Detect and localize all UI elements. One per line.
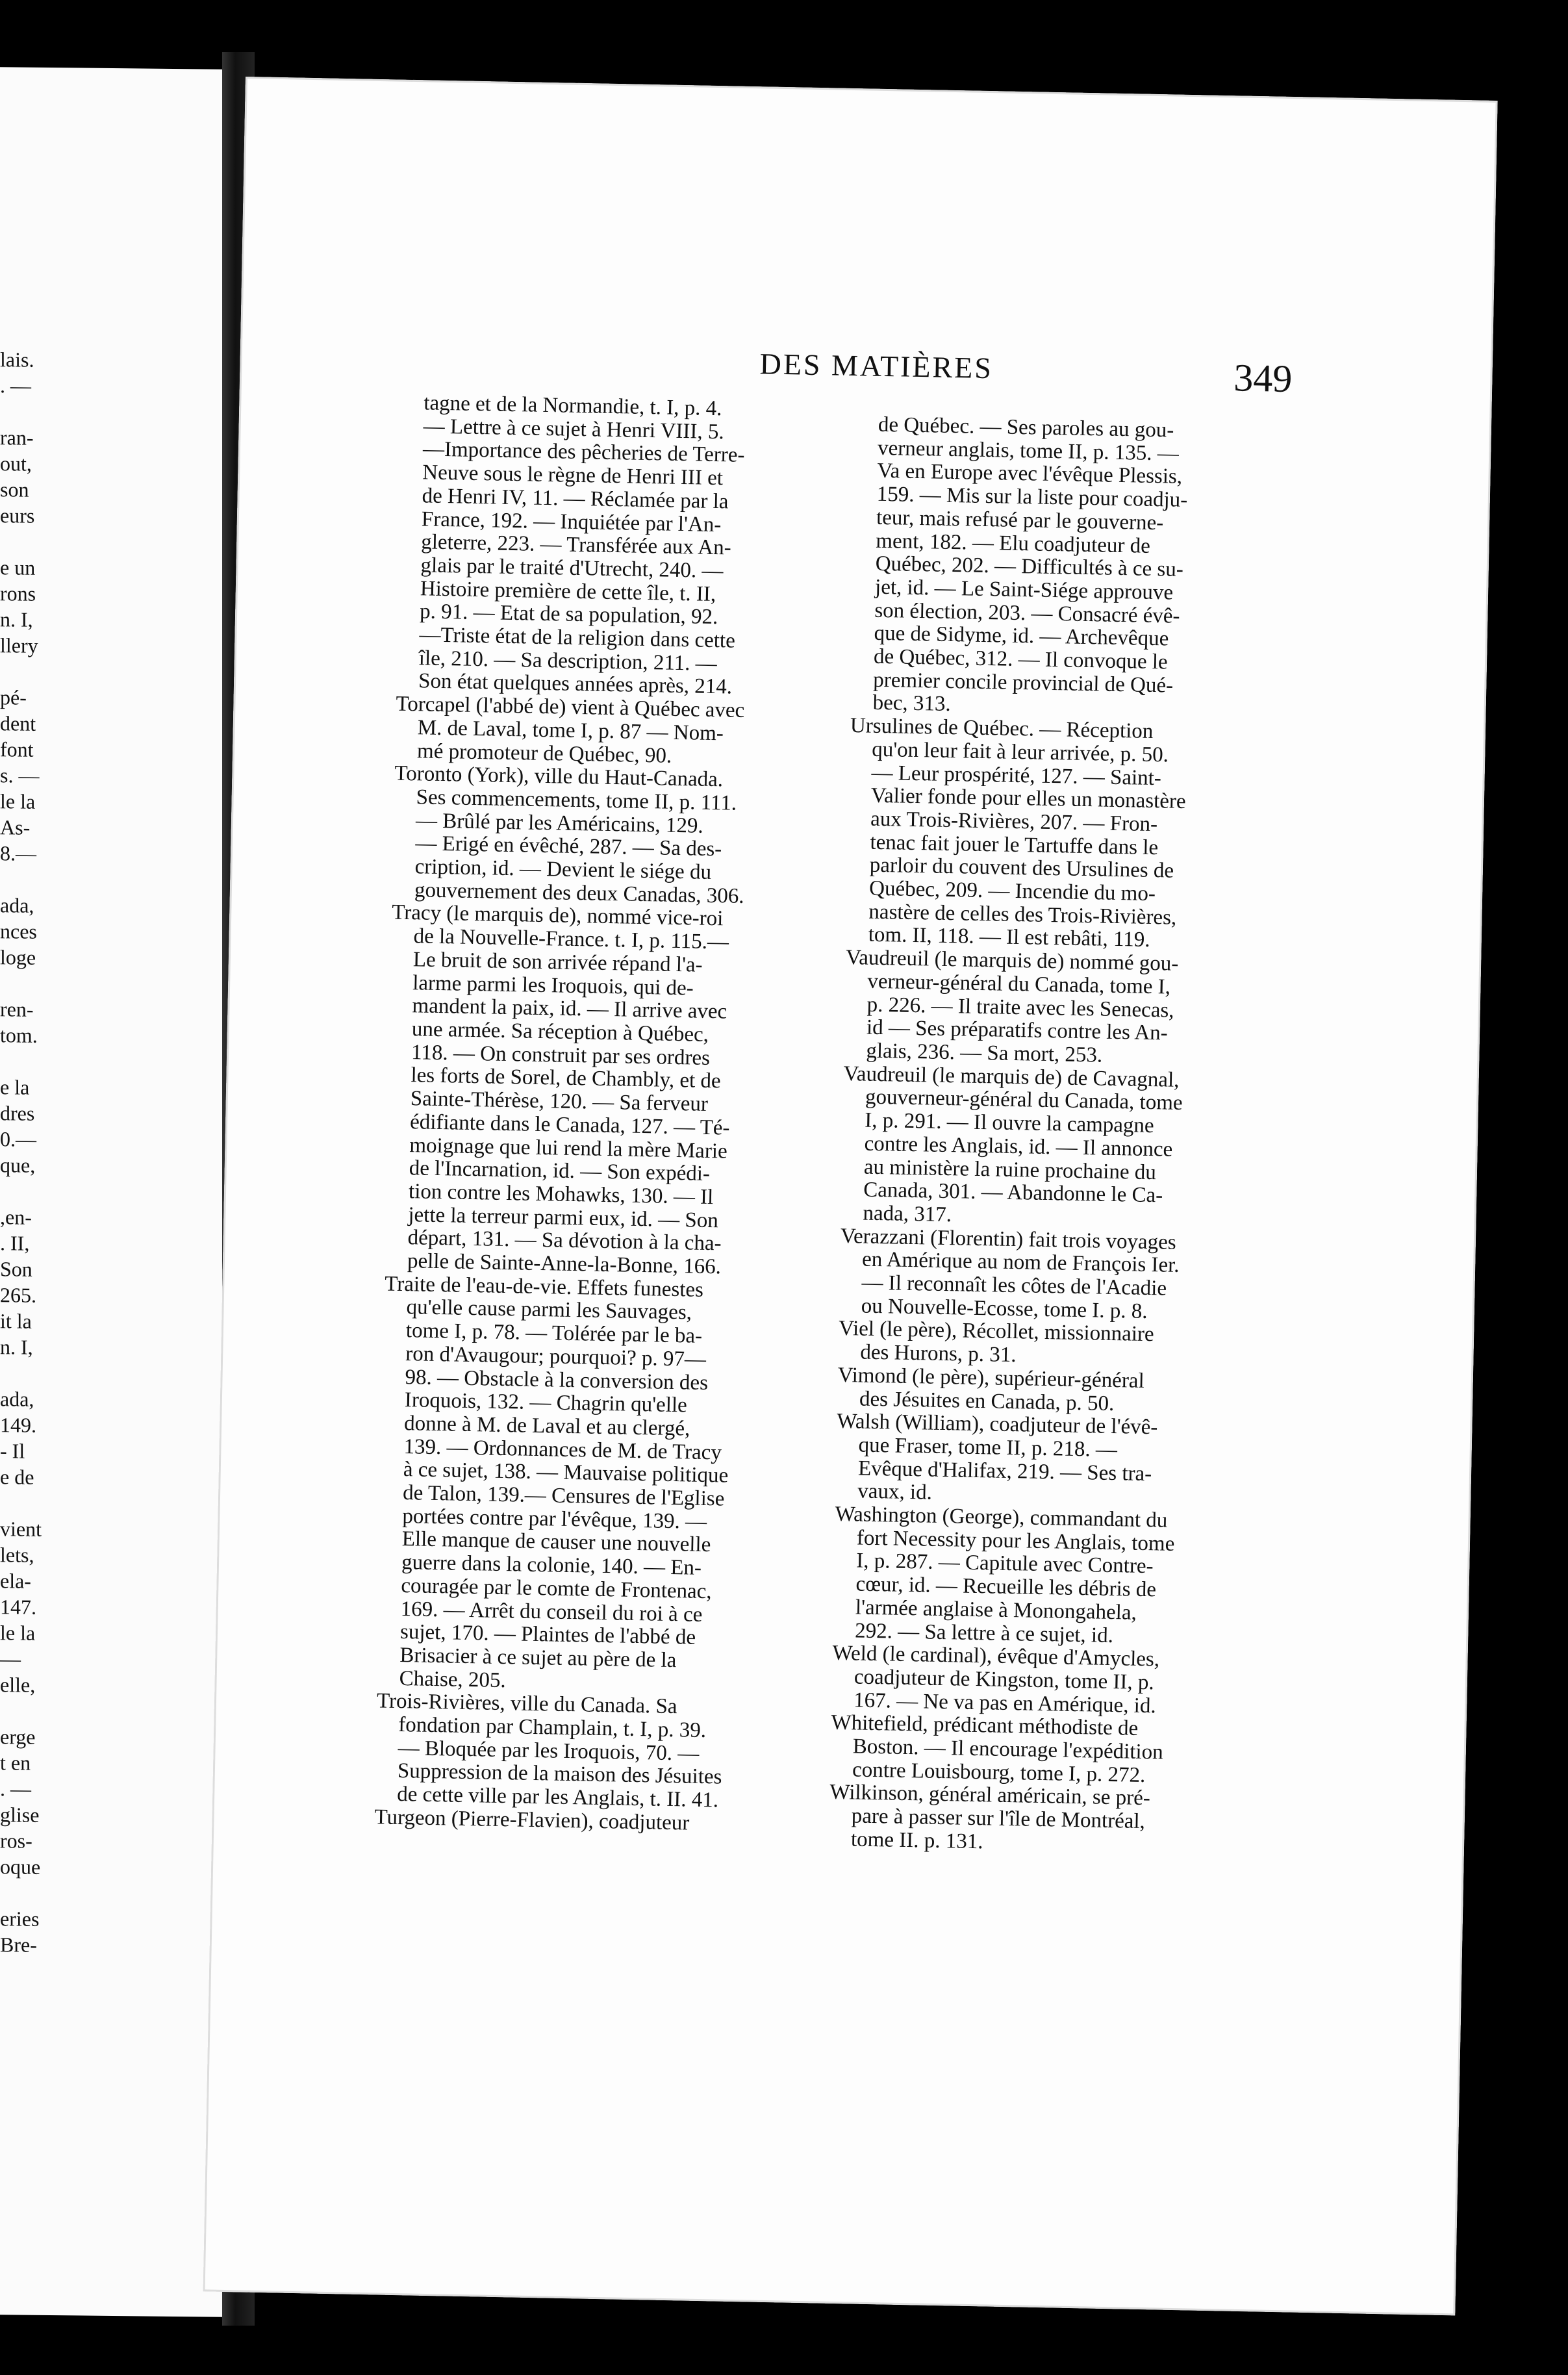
index-line: mandent la paix, id. — Il arrive avec [412,994,727,1024]
index-line: — Leur prospérité, 127. — Saint- [871,761,1162,790]
index-line: gouvernement des deux Canadas, 306. [414,878,744,908]
index-line: à ce sujet, 138. — Mauvaise politique [403,1458,729,1488]
index-line: cription, id. — Devient le siége du [414,855,712,885]
index-entry [396,392,815,701]
index-line: Québec, 202. — Difficultés à ce su- [875,552,1184,582]
index-line: I, p. 287. — Capitule avec Contre- [855,1549,1154,1579]
facing-page-line: rons [0,581,36,605]
index-line: Boston. — Il encourage l'expédition [852,1734,1164,1764]
index-entry [846,715,1263,954]
index-line: en Amérique au nom de François Ier. [861,1247,1180,1278]
facing-page-line: ,en- [0,1205,32,1229]
index-line: couragée par le comte de Frontenac, [401,1573,712,1604]
index-line: bec, 313. [872,691,952,717]
index-line: — Brûlé par les Américains, 129. [415,808,703,838]
facing-page-line: dres [0,1101,35,1125]
index-line: Québec, 209. — Incendie du mo- [868,876,1156,906]
index-entry [833,1503,1248,1650]
index-line: édifiante dans le Canada, 127. — Té- [409,1110,730,1140]
facing-page-line: vient [0,1517,42,1541]
index-line: sujet, 170. — Plaintes de l'abbé de [399,1620,696,1650]
facing-page-line: ros- [0,1829,32,1853]
index-line: Viel (le père), Récollet, missionnaire [838,1317,1154,1347]
index-line: Sainte-Thérèse, 120. — Sa ferveur [410,1087,709,1117]
index-line: que Fraser, tome II, p. 218. — [858,1433,1118,1462]
facing-page-line: ada, [0,1387,34,1411]
index-line: tagne et de la Normandie, t. I, p. 4. [424,391,722,421]
index-line: p. 226. — Il traite avec les Senecas, [866,993,1174,1022]
index-line: Verazzani (Florentin) fait trois voyages [840,1224,1176,1254]
index-line: île, 210. — Sa description, 211. — [418,646,718,676]
facing-page-line: . — [0,374,31,398]
index-line: id — Ses préparatifs contre les An- [866,1015,1169,1045]
facing-page-line: out, [0,451,32,476]
facing-page-line: 265. [0,1283,36,1307]
index-line: contre Louisbourg, tome I, p. 272. [852,1758,1146,1787]
index-line: tome II. p. 131. [850,1827,983,1854]
facing-page-line: . II, [0,1231,30,1255]
facing-page-line: loge [0,945,36,969]
index-line: vaux, id. [857,1479,933,1505]
index-line: donne à M. de Laval et au clergé, [403,1412,690,1441]
index-line: ou Nouvelle-Ecosse, tome I. p. 8. [861,1294,1148,1323]
index-line: 98. — Obstacle à la conversion des [405,1365,709,1395]
index-line: M. de Laval, tome I, p. 87 — Nom- [417,716,724,746]
index-line: — Bloquée par les Iroquois, 70. — [398,1736,700,1766]
index-line: de cette ville par les Anglais, t. II. 41. [396,1783,719,1812]
facing-page-line: eurs [0,503,35,527]
facing-page-line [0,1048,97,1075]
facing-page-line: le la [0,1621,36,1645]
facing-page-line: e de [0,1465,34,1489]
index-page [203,77,1498,2315]
index-line: de la Nouvelle-France. t. I, p. 115.— [413,924,729,954]
facing-page-line [0,1178,97,1205]
index-line: coadjuteur de Kingston, tome II, p. [854,1665,1155,1695]
index-line: Trois-Rivières, ville du Canada. Sa [376,1689,677,1719]
index-entry [839,1225,1254,1326]
index-line: Torcapel (l'abbé de) vient à Québec avec [396,692,745,723]
facing-page-line: e la [0,1075,30,1099]
index-line: tome I, p. 78. — Tolérée par le ba- [405,1319,703,1348]
index-line: Ses commencements, tome II, p. 111. [416,785,737,815]
facing-page-line: Bre- [0,1933,37,1957]
index-entry [395,693,809,770]
facing-page-line: font [0,737,34,761]
facing-page-line: tom. [0,1023,38,1047]
facing-page-line [0,866,97,893]
index-line: mé promoteur de Québec, 90. [416,739,672,768]
index-line: Evêque d'Halifax, 219. — Ses tra- [857,1456,1152,1486]
index-line: verneur-général du Canada, tome I, [867,969,1171,999]
index-line: Suppression de la maison des Jésuites [397,1759,722,1790]
index-line: Va en Europe avec l'évêque Plessis, [877,459,1183,489]
index-line: de l'Incarnation, id. — Son expédi- [409,1156,711,1186]
facing-page-line: que, [0,1153,36,1177]
facing-page-line: ran- [0,425,34,450]
index-line: Washington (George), commandant du [835,1502,1168,1532]
facing-page-line: nces [0,919,37,943]
facing-page-line: 8.— [0,841,36,865]
index-line: tion contre les Mohawks, 130. — Il [408,1180,714,1210]
index-line: —Importance des pêcheries de Terre- [422,437,745,468]
facing-page-line: Son [0,1257,32,1281]
index-entry [829,1781,1243,1859]
index-line: Chaise, 205. [399,1666,507,1692]
facing-page-fragment [0,67,222,2317]
index-line: premier concile provincial de Qué- [873,668,1174,698]
facing-page-line: 0.— [0,1127,36,1151]
index-column-right [829,413,1269,1859]
index-line: moignage que lui rend la mère Marie [409,1133,728,1163]
index-entry [375,1690,790,1814]
index-line: Turgeon (Pierre-Flavien), coadjuteur [374,1805,690,1835]
index-line: verneur anglais, tome II, p. 135. — [877,436,1180,466]
index-entry [392,763,808,909]
index-line: des Hurons, p. 31. [860,1340,1017,1367]
facing-page-line [0,1697,97,1725]
index-line: larme parmi les Iroquois, qui de- [412,971,694,1000]
index-line: jette la terreur parmi eux, id. — Son [408,1202,719,1232]
index-line: Iroquois, 132. — Chagrin qu'elle [404,1388,688,1417]
index-entry [837,1364,1251,1419]
facing-page-text-edge [0,346,97,1959]
index-line: des Jésuites en Canada, p. 50. [859,1387,1115,1416]
facing-page-line: elle, [0,1673,36,1697]
facing-page-line: ren- [0,997,34,1021]
index-line: Vaudreuil (le marquis de) nommé gou- [845,946,1179,976]
index-line: 169. — Arrêt du conseil du roi à ce [400,1597,703,1627]
index-line: Histoire première de cette île, t. II, [420,576,716,606]
index-line: Son état quelques années après, 214. [418,669,733,699]
facing-page-line: dent [0,711,36,735]
index-line: une armée. Sa réception à Québec, [411,1017,709,1047]
facing-page-line: le la [0,789,36,813]
index-entry [377,1273,798,1698]
index-line: parloir du couvent des Ursulines de [869,854,1174,883]
facing-page-line [0,528,97,555]
index-line: Valier fonde pour elles un monastère [870,783,1186,814]
index-line: 159. — Mis sur la liste pour coadju- [876,482,1188,513]
index-line: Ursulines de Québec. — Réception [850,714,1154,744]
index-column-left [374,392,815,1837]
index-line: guerre dans la colonie, 140. — En- [401,1551,702,1581]
index-line: nada, 317. [863,1201,952,1227]
index-line: teur, mais refusé par le gouverne- [876,505,1164,535]
index-line: Vimond (le père), supérieur-général [837,1363,1145,1393]
facing-page-line: lets, [0,1543,34,1567]
facing-page-line: eries [0,1907,40,1931]
facing-page-line [0,970,97,997]
index-entry [835,1410,1250,1511]
index-line: de Québec, 312. — Il convoque le [873,644,1168,674]
index-line: Neuve sous le règne de Henri III et [422,461,724,490]
index-entry [841,1063,1257,1233]
index-line: gouverneur-général du Canada, tome [865,1085,1183,1115]
index-line: fondation par Champlain, t. I, p. 39. [398,1713,707,1743]
index-line: ment, 182. — Elu coadjuteur de [876,529,1151,558]
facing-page-line: lais. [0,348,34,372]
facing-page-line: — [0,1647,21,1671]
index-line: son élection, 203. — Consacré évê- [874,598,1180,628]
index-line: Brisacier à ce sujet au père de la [399,1643,677,1673]
index-entry [831,1642,1246,1720]
index-line: au ministère la ruine prochaine du [863,1155,1157,1184]
index-line: gleterre, 223. — Transférée aux An- [420,530,732,560]
facing-page-line: son [0,477,29,502]
index-line: Canada, 301. — Abandonne le Ca- [863,1178,1163,1208]
index-line: — Erigé en évêché, 287. — Sa des- [415,832,722,861]
facing-page-line: pé- [0,685,27,709]
index-entry [844,946,1259,1071]
index-line: les forts de Sorel, de Chambly, et de [411,1063,721,1093]
index-line: glais par le traité d'Utrecht, 240. — [420,553,724,583]
index-line: glais, 236. — Sa mort, 253. [866,1039,1103,1067]
index-line: nastère de celles des Trois-Rivières, [868,900,1177,930]
index-line: —Triste état de la religion dans cette [419,623,736,653]
index-line: qu'elle cause parmi les Sauvages, [406,1295,692,1325]
facing-page-line: s. — [0,763,40,787]
page-number: 349 [1233,356,1293,401]
facing-page-line: ela- [0,1569,31,1593]
index-line: aux Trois-Rivières, 207. — Fron- [870,807,1158,837]
index-entry [385,902,805,1280]
index-line: Vaudreuil (le marquis de) de Cavagnal, [843,1061,1180,1092]
running-head: DES MATIÈRES [759,347,994,385]
facing-page-line [0,1490,97,1517]
index-line: Weld (le cardinal), évêque d'Amycles, [832,1642,1160,1671]
index-line: — Lettre à ce sujet à Henri VIII, 5. [423,414,725,444]
facing-page-line: As- [0,815,31,839]
index-line: Toronto (York), ville du Haut-Canada. [394,761,724,792]
index-line: jet, id. — Le Saint-Siége approuve [874,575,1174,605]
index-line: l'armée anglaise à Monongahela, [855,1595,1137,1625]
index-entry [838,1317,1252,1372]
facing-page-line [0,1879,97,1907]
facing-page-line: n. I, [0,1335,33,1359]
facing-page-line: llery [0,633,38,657]
index-line: p. 91. — Etat de sa population, 92. [419,600,718,629]
index-line: de Québec. — Ses paroles au gou- [878,413,1174,442]
facing-page-line [0,1360,97,1387]
facing-page-line: e un [0,555,36,579]
index-line: que de Sidyme, id. — Archevêque [874,622,1169,651]
facing-page-line: t en [0,1751,31,1775]
index-line: Traite de l'eau-de-vie. Effets funestes [385,1272,704,1302]
index-line: — Il reconnaît les côtes de l'Acadie [861,1271,1167,1301]
index-line: de Henri IV, 11. — Réclamée par la [422,484,729,514]
index-line: portées contre par l'évêque, 139. — [402,1504,707,1534]
facing-page-line: 147. [0,1595,36,1619]
index-line: tom. II, 118. — Il est rebâti, 119. [868,923,1150,952]
facing-page-line: it la [0,1309,32,1333]
index-line: I, p. 291. — Il ouvre la campagne [864,1108,1154,1138]
index-line: pelle de Sainte-Anne-la-Bonne, 166. [407,1249,722,1279]
index-line: Walsh (William), coadjuteur de l'évê- [837,1410,1158,1440]
index-line: Whitefield, prédicant méthodiste de [831,1711,1139,1741]
facing-page-line: oque [0,1855,41,1879]
index-line: France, 192. — Inquiétée par l'An- [421,507,722,537]
index-line: cœur, id. — Recueille les débris de [855,1572,1157,1602]
index-line: de Talon, 139.— Censures de l'Eglise [402,1481,725,1511]
index-line: Wilkinson, général américain, se pré- [829,1781,1151,1810]
index-entry [830,1712,1245,1789]
facing-page-line: n. I, [0,607,33,631]
facing-page-line [0,658,97,685]
index-line: ron d'Avaugour; pourquoi? p. 97— [405,1341,707,1371]
index-line: départ, 131. — Sa dévotion à la cha- [407,1226,722,1256]
index-line: Le bruit de son arrivée répand l'a- [412,948,703,977]
index-entry [850,413,1269,722]
index-line: 167. — Ne va pas en Amérique, id. [853,1688,1157,1718]
facing-page-line: ada, [0,893,34,917]
facing-page-line: . — [0,1777,31,1801]
index-line: Elle manque de causer une nouvelle [401,1527,711,1557]
index-line: tenac fait jouer le Tartuffe dans le [870,830,1159,859]
index-line: 139. — Ordonnances de M. de Tracy [403,1434,722,1465]
index-line: Tracy (le marquis de), nommé vice-roi [391,901,724,931]
index-line: pare à passer sur l'île de Montréal, [851,1804,1146,1834]
index-line: contre les Anglais, id. — Il annonce [864,1132,1173,1162]
facing-page-line: erge [0,1725,36,1749]
facing-page-line: glise [0,1803,40,1827]
facing-page-line: 149. [0,1413,36,1437]
index-line: 292. — Sa lettre à ce sujet, id. [854,1619,1114,1647]
index-line: qu'on leur fait à leur arrivée, p. 50. [871,737,1169,767]
facing-page-line: - Il [0,1439,25,1463]
facing-page-line [0,398,97,425]
index-line: fort Necessity pour les Anglais, tome [856,1526,1175,1556]
index-line: 118. — On construit par ses ordres [411,1040,711,1070]
